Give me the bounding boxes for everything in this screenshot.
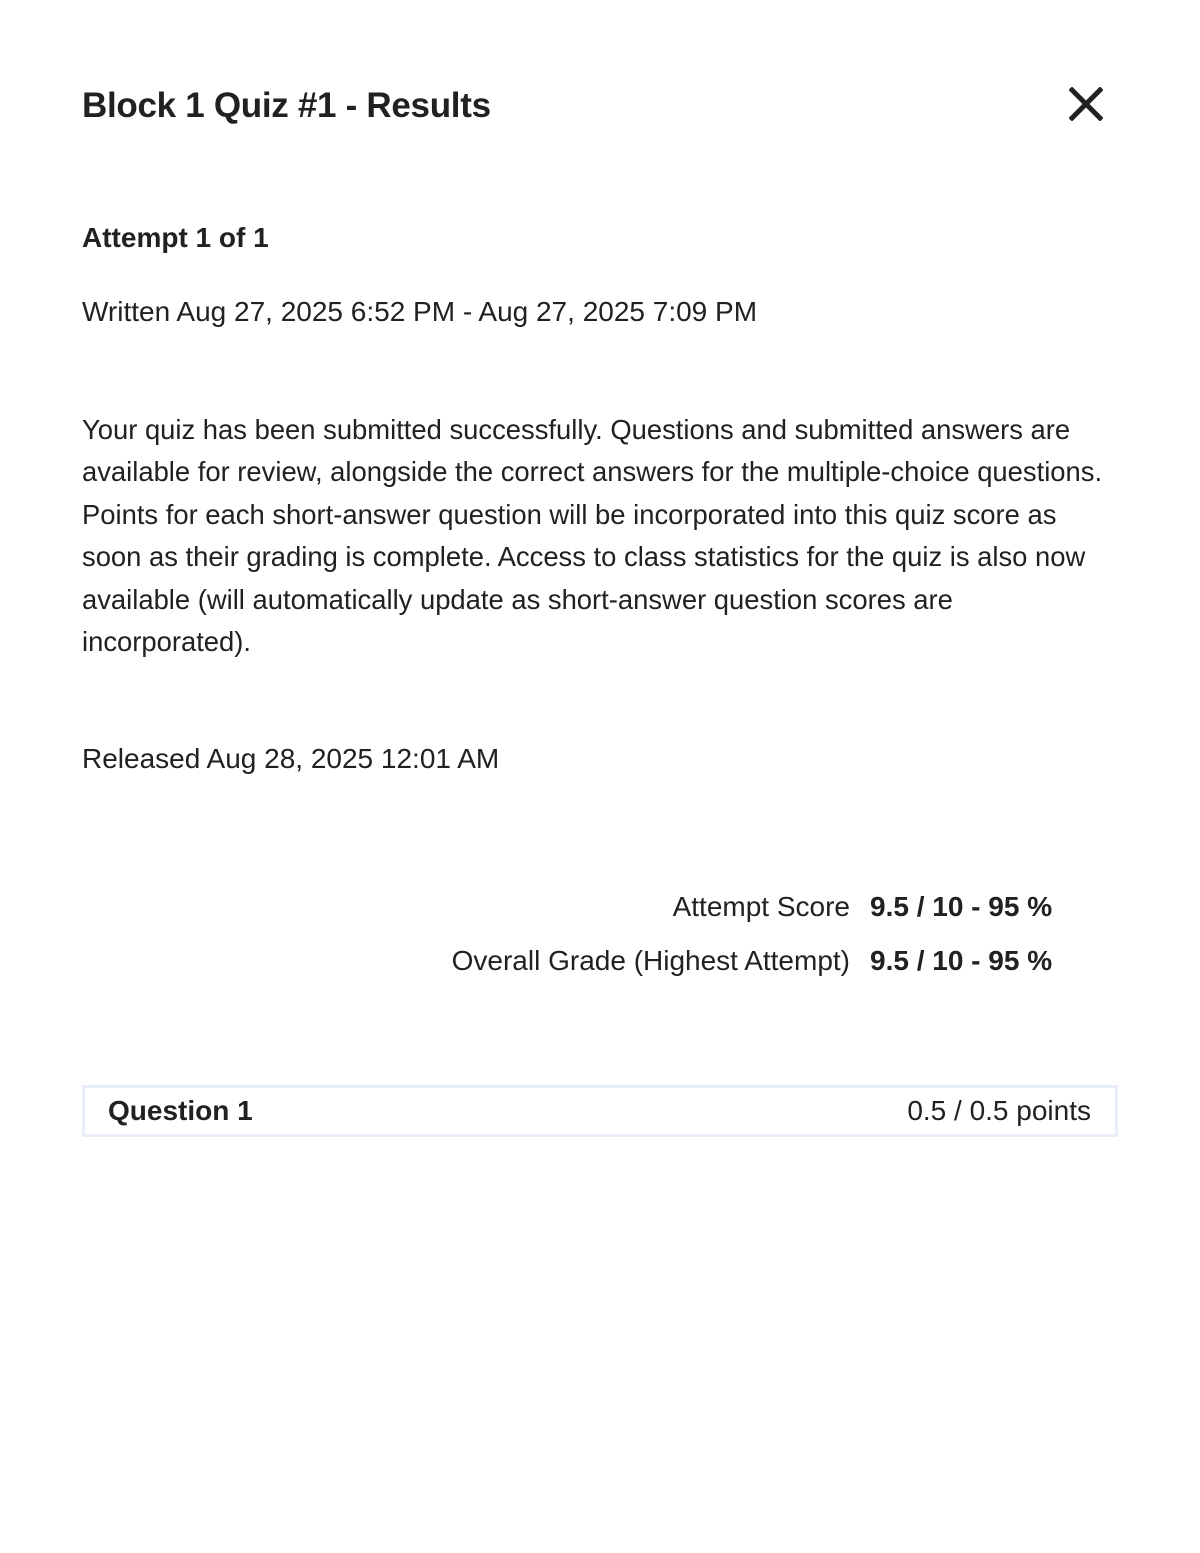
dialog-header [82, 80, 1118, 132]
overall-grade-row [82, 940, 1070, 994]
question-points: 0.5 / 0.5 points [907, 1095, 1091, 1126]
overall-grade-label: Overall Grade (Highest Attempt) [451, 945, 850, 976]
attempt-score-label: Attempt Score [672, 891, 850, 922]
question-label: Question 1 [108, 1095, 253, 1126]
written-timestamp: Written Aug 27, 2025 6:52 PM - Aug 27, 2025 7:09 PM [82, 296, 758, 327]
close-icon [1069, 87, 1103, 121]
overall-grade-value: 9.5 / 10 - 95 % [870, 945, 1053, 976]
attempt-score-value: 9.5 / 10 - 95 % [870, 891, 1053, 922]
attempt-heading: Attempt 1 of 1 [82, 222, 269, 253]
attempt-score-row [82, 886, 1070, 940]
quiz-results-page [82, 0, 1118, 1553]
released-timestamp: Released Aug 28, 2025 12:01 AM [82, 743, 500, 774]
submission-message: Your quiz has been submitted successfully. Questions and submitted answers are available for review, alongside the correct answers for the multiple-choice questions. Points for each short-answer question will be incorporated into this quiz score as soon as their grading is complete. Access to class statistics for the quiz is also now available (will automatically update as short-answer question scores are incorporated). [82, 414, 1103, 658]
question-header[interactable] [82, 1085, 1118, 1137]
page-title: Block 1 Quiz #1 - Results [82, 86, 491, 125]
score-summary [82, 886, 1070, 994]
close-button[interactable] [1062, 80, 1110, 128]
